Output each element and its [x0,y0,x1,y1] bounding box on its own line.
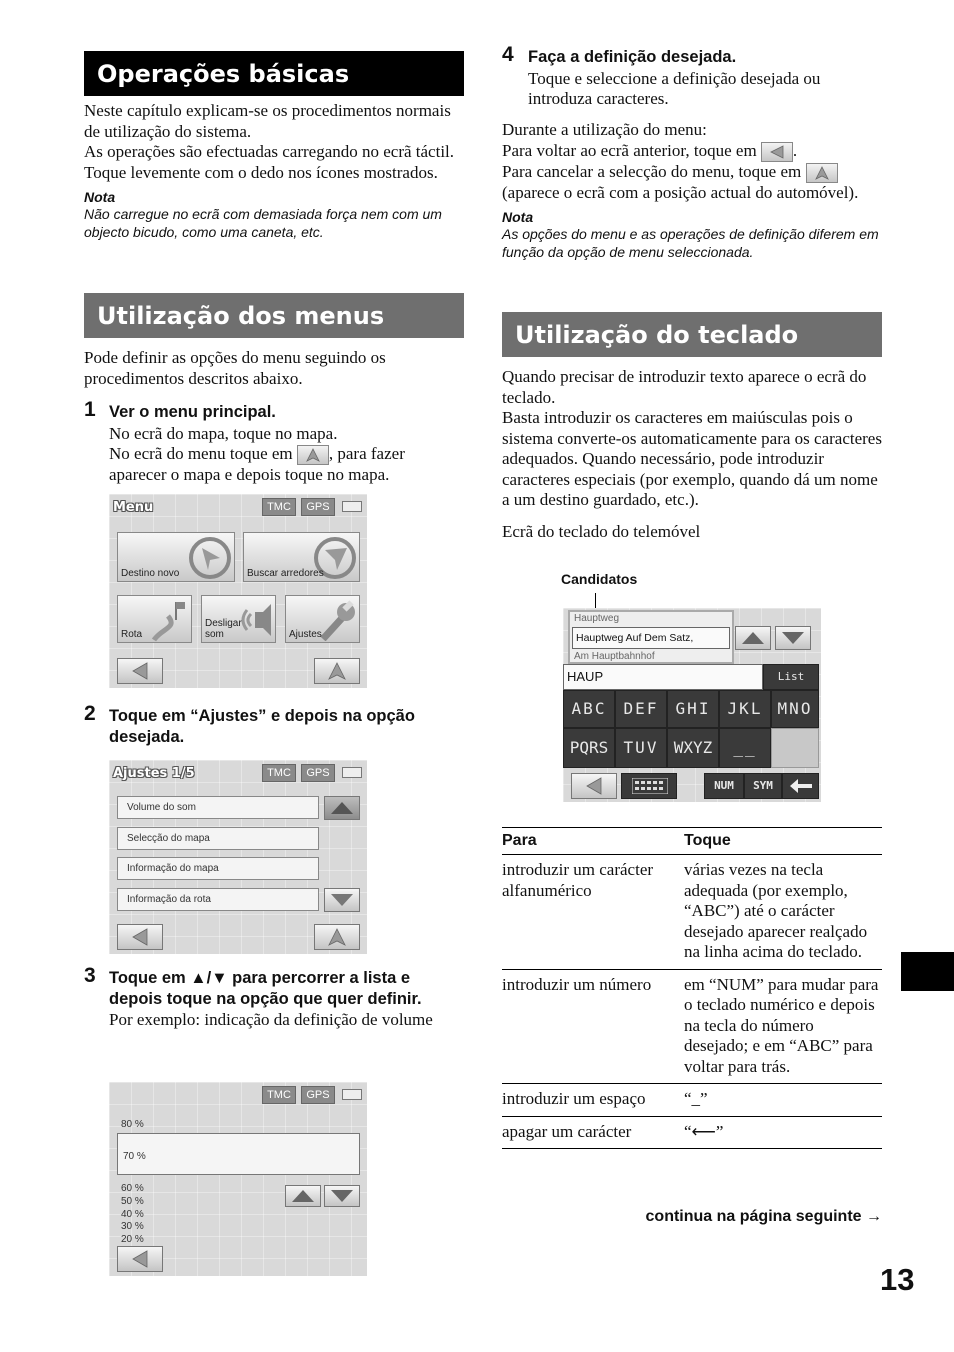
sym-button[interactable]: SYM [744,773,782,799]
volume-down-button[interactable] [324,1185,360,1207]
step3-text: Por exemplo: indicação da definição de volume [109,1010,433,1029]
step1-line2b: , para fazer aparecer o mapa e depois toque no mapa. [109,444,405,485]
page-number: 13 [880,1262,915,1297]
table-row [502,969,882,1084]
cancel-instruction [502,162,882,204]
candidate-item[interactable]: Hauptweg [574,613,620,624]
table-cell: introduzir um número [502,969,684,1084]
tile-ajustes[interactable] [285,595,360,643]
key-space[interactable]: __ [719,728,771,768]
step4-text: Toque e seleccione a definição desejada ou introduza caracteres. [528,68,821,108]
volume-level-label: 30 % [121,1221,144,1233]
tile-buscar-arredores[interactable] [243,532,360,582]
key-pqrs[interactable]: PQRS [563,728,615,768]
step1-heading: Ver o menu principal. [109,403,276,421]
volume-level-list [121,1183,144,1247]
tile-rota[interactable] [117,595,192,643]
cursor-arrow-icon [188,536,232,580]
gps-badge: GPS [301,1086,335,1104]
continue-note: continua na página seguinte → [645,1208,882,1225]
table-cell: em “NUM” para mudar para o teclado numérico e depois na tecla do número desejado; e em “ABC” para voltar para trás. [684,969,882,1084]
back-instruction [502,141,882,162]
menus-nota-text: As opções do menu e as operações de definição diferem em função da opção de menu seleccionada. [502,226,879,261]
left-arrow-icon [585,777,603,795]
list-item[interactable]: Volume do som [117,796,319,819]
basic-p1: Neste capítulo explicam-se os procedimentos normais de utilização do sistema. [84,101,451,141]
key-wxyz[interactable]: WXYZ [667,728,719,768]
tile-destino-novo[interactable] [117,532,235,582]
step1-block [109,402,464,486]
step1-line2 [109,444,464,486]
candidates-callout: Candidatos [561,571,638,587]
wrench-icon [317,599,357,641]
battery-icon [342,1089,362,1100]
basic-p2: As operações são efectuadas carregando no ecrã táctil. Toque levemente com o dedo nos ícones mostrados. [84,142,455,182]
chapter-tab [901,952,954,991]
volume-screenshot [109,1082,367,1276]
candidate-down-button[interactable] [775,626,811,650]
scroll-down-button[interactable] [324,888,360,912]
basic-nota-label: Nota [84,189,116,205]
back-button[interactable] [117,1246,163,1272]
up-arrow-icon [328,928,346,946]
scroll-up-button[interactable] [324,796,360,820]
menus-intro-text: Pode definir as opções do menu seguindo os procedimentos descritos abaixo. [84,348,386,388]
section-title-basic: Operações básicas [84,51,464,96]
step1-line2a: No ecrã do menu toque em [109,444,293,463]
left-arrow-icon [131,1250,149,1268]
table-cell: introduzir um carácter alfanumérico [502,855,684,970]
header-para: Para [502,828,684,855]
back-instruction-b: . [792,140,798,160]
tmc-badge: TMC [262,764,296,782]
map-button[interactable] [314,658,360,684]
tmc-badge: TMC [262,1086,296,1104]
tile-label: Destino novo [121,568,180,579]
section-title-keyboard: Utilização do teclado [502,312,882,357]
key-ghi[interactable]: GHI [667,690,719,728]
candidates-box [568,610,734,664]
cancel-instruction-a: Para cancelar a selecção do menu, toque em [502,161,802,181]
num-button[interactable]: NUM [704,773,744,799]
keyboard-p2: Basta introduzir os caracteres em maiúsculas pois o sistema converte-os automaticamente para os caracteres adequados. Quando necessário, pode introduzir caracteres especiais (por exemplo, quando dá um nome a um destino guardado, etc.). [502,408,882,509]
keyboard-screenshot [563,608,821,802]
table-row [502,1116,882,1149]
triangle-up-icon [330,801,354,815]
key-jkl[interactable]: JKL [719,690,771,728]
step3-number: 3 [84,964,96,987]
volume-level-label: 50 % [121,1195,144,1207]
keyboard-operations-table [502,827,882,1149]
keyboard-caption: Ecrã do teclado do telemóvel [502,521,701,541]
left-arrow-icon [131,928,149,946]
volume-level-label: 40 % [121,1208,144,1220]
left-arrow-icon [131,662,149,680]
delete-button[interactable] [782,773,819,799]
table-row [502,1084,882,1117]
step3-block [109,968,464,1031]
volume-up-button[interactable] [285,1185,321,1207]
text-input-field[interactable]: HAUP [563,664,763,690]
table-cell: várias vezes na tecla adequada (por exemplo, “ABC”) até o carácter desejado aparecer realçado na linha acima do teclado. [684,855,882,970]
up-arrow-button-icon [297,445,329,465]
keyboard-icon [632,778,668,794]
left-arrow-button-icon [761,142,793,162]
up-arrow-icon [328,662,346,680]
triangle-up-icon [741,631,765,645]
tile-label: Rota [121,629,143,640]
tmc-badge: TMC [262,498,296,516]
gps-badge: GPS [301,498,335,516]
back-button[interactable] [117,924,163,950]
step3-heading: Toque em ▲/▼ para percorrer a lista e depois toque na opção que quer definir. [109,969,422,1008]
step4-block [528,47,883,110]
during-menu-block [502,120,882,261]
step4-heading: Faça a definição desejada. [528,48,737,66]
gps-badge: GPS [301,764,335,782]
list-button[interactable]: List [763,664,819,690]
basic-nota-text: Não carregue no ecrã com demasiada força nem com um objecto bicudo, como uma caneta, etc. [84,206,442,240]
triangle-down-icon [330,893,354,907]
section-title-menus: Utilização dos menus [84,293,464,338]
candidate-item[interactable]: Am Hauptbahnhof [574,651,655,662]
menus-intro [84,348,464,389]
battery-icon [342,767,362,778]
battery-icon [342,501,362,512]
cancel-instruction-b: (aparece o ecrã com a posição actual do automóvel). [502,182,859,202]
step1-line1: No ecrã do mapa, toque no mapa. [109,423,338,443]
menus-nota-label: Nota [502,209,534,226]
header-toque: Toque [684,828,882,855]
key-mno[interactable]: MNO [771,690,819,728]
up-arrow-button-icon [806,163,838,183]
volume-level-label: 60 % [121,1183,144,1194]
tile-desligar-som[interactable] [201,595,276,643]
triangle-down-icon [781,631,805,645]
tile-label: Desligar som [205,618,242,640]
key-blank [771,728,819,768]
map-button[interactable] [314,924,360,950]
ajustes-title: Ajustes 1/5 [113,766,195,781]
triangle-up-icon [291,1189,315,1203]
step2-number: 2 [84,702,96,725]
candidate-up-button[interactable] [735,626,771,650]
key-tuv[interactable]: TUV [615,728,667,768]
step2-heading: Toque em “Ajustes” e depois na opção desejada. [109,707,415,746]
keyboard-body [502,367,882,542]
route-flag-icon [148,598,188,642]
back-instruction-a: Para voltar ao ecrã anterior, toque em [502,140,757,160]
table-cell: “_” [684,1084,882,1117]
back-button[interactable] [571,773,617,799]
volume-current-level[interactable]: 70 % [117,1133,360,1175]
key-abc[interactable]: ABC [563,690,615,728]
basic-body [84,101,464,241]
table-header-row [502,828,882,855]
triangle-down-icon [330,1189,354,1203]
during-text: Durante a utilização do menu: [502,120,707,139]
volume-level-label: 80 % [121,1119,144,1130]
tile-label: Buscar arredores [247,568,324,579]
candidate-item-selected[interactable]: Hauptweg Auf Dem Satz, [572,627,730,649]
list-item[interactable]: Selecção do mapa [117,827,319,850]
list-item[interactable]: Informação do mapa [117,857,319,880]
table-cell: introduzir um espaço [502,1084,684,1117]
ajustes-screenshot [109,760,367,954]
step1-number: 1 [84,398,96,421]
step4-number: 4 [502,43,514,66]
list-item[interactable]: Informação da rota [117,888,319,911]
table-row [502,855,882,970]
keyboard-layout-button[interactable] [621,773,677,799]
menu-title: Menu [113,500,154,515]
key-def[interactable]: DEF [615,690,667,728]
volume-level-label: 20 % [121,1234,144,1246]
table-cell: “⟵” [684,1116,882,1149]
menu-screenshot [109,494,367,688]
keyboard-p1: Quando precisar de introduzir texto aparece o ecrã do teclado. [502,367,867,407]
backspace-arrow-icon [790,779,812,793]
back-button[interactable] [117,658,163,684]
table-cell: apagar um carácter [502,1116,684,1149]
tile-label: Ajustes [289,629,322,640]
